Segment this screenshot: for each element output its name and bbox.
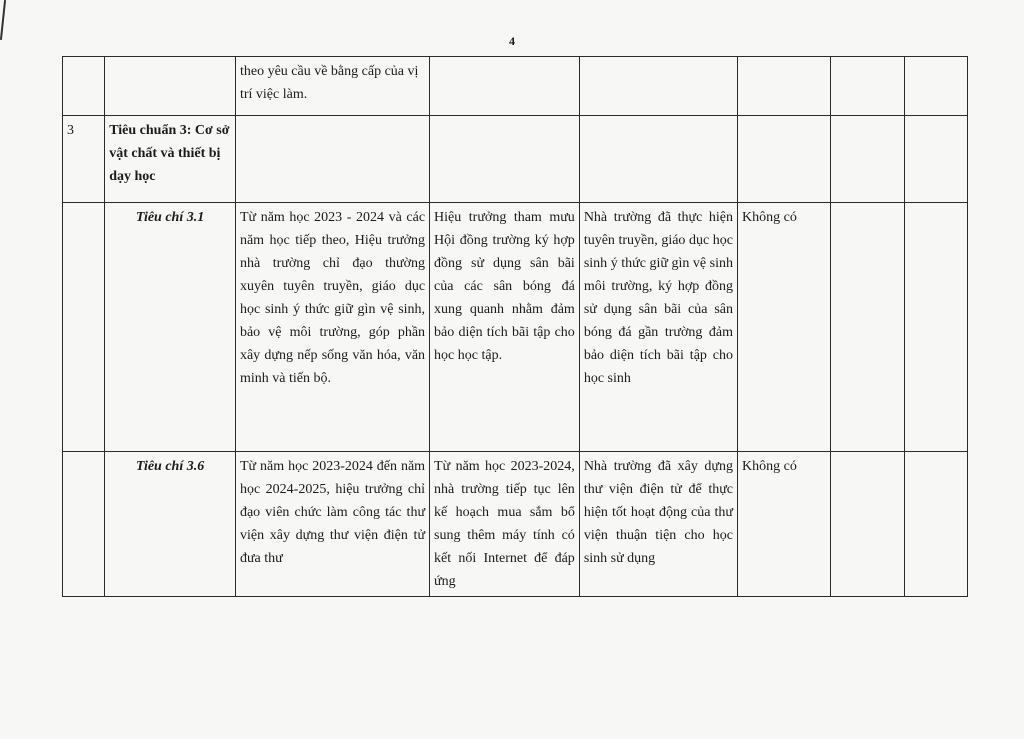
- cell-content-b: [430, 116, 580, 203]
- cell-criterion: [105, 57, 236, 116]
- cell-content-d: [738, 57, 831, 116]
- evaluation-table: [62, 56, 968, 597]
- cell-content-d: Không có: [738, 452, 831, 597]
- cell-content-c: [579, 57, 737, 116]
- cell-empty: [904, 203, 967, 452]
- cell-criterion: Tiêu chí 3.6: [105, 452, 236, 597]
- cell-content-c: Nhà trường đã xây dựng thư viện điện tử để thực hiện tốt hoạt động của thư viện thuận tiện cho học sinh sử dụng: [579, 452, 737, 597]
- cell-content-d: Không có: [738, 203, 831, 452]
- cell-number: [63, 203, 105, 452]
- cell-content-a: theo yêu cầu về bằng cấp của vị trí việc làm.: [235, 57, 429, 116]
- cell-content-b: Hiệu trưởng tham mưu Hội đồng trường ký hợp đồng sử dụng sân bãi của các sân bóng đá xung quanh nhằm đảm bảo diện tích bãi tập cho học học tập.: [430, 203, 580, 452]
- cell-empty: [830, 452, 904, 597]
- cell-content-a: Từ năm học 2023-2024 đến năm học 2024-2025, hiệu trưởng chỉ đạo viên chức làm công tác thư viện xây dựng thư viện điện tử đưa thư: [235, 452, 429, 597]
- cell-empty: [904, 116, 967, 203]
- cell-number: 3: [63, 116, 105, 203]
- cell-criterion: Tiêu chuẩn 3: Cơ sở vật chất và thiết bị dạy học: [105, 116, 236, 203]
- cell-empty: [830, 116, 904, 203]
- cell-number: [63, 57, 105, 116]
- page-number: 4: [509, 34, 515, 48]
- cell-empty: [830, 57, 904, 116]
- cell-content-b: Từ năm học 2023-2024, nhà trường tiếp tục lên kế hoạch mua sắm bổ sung thêm máy tính có kết nối Internet để đáp ứng: [430, 452, 580, 597]
- cell-empty: [830, 203, 904, 452]
- cell-content-c: Nhà trường đã thực hiện tuyên truyền, giáo dục học sinh ý thức giữ gìn vệ sinh môi trường, ký hợp đồng sử dụng sân bãi của sân bóng đá gần trường đảm bảo diện tích bãi tập cho học sinh: [579, 203, 737, 452]
- cell-criterion: Tiêu chí 3.1: [105, 203, 236, 452]
- cell-content-a: Từ năm học 2023 - 2024 và các năm học tiếp theo, Hiệu trưởng nhà trường chỉ đạo thường xuyên tuyên truyền, giáo dục học sinh ý thức giữ gìn vệ sinh, bảo vệ môi trường, góp phần xây dựng nếp sống văn hóa, văn minh và tiến bộ.: [235, 203, 429, 452]
- cell-empty: [904, 57, 967, 116]
- table-row: [63, 203, 968, 452]
- cell-content-d: [738, 116, 831, 203]
- cell-empty: [904, 452, 967, 597]
- cell-content-c: [579, 116, 737, 203]
- cell-content-b: [430, 57, 580, 116]
- cell-content-a: [235, 116, 429, 203]
- cell-number: [63, 452, 105, 597]
- table-row: [63, 57, 968, 116]
- table-row: [63, 452, 968, 597]
- table-row: [63, 116, 968, 203]
